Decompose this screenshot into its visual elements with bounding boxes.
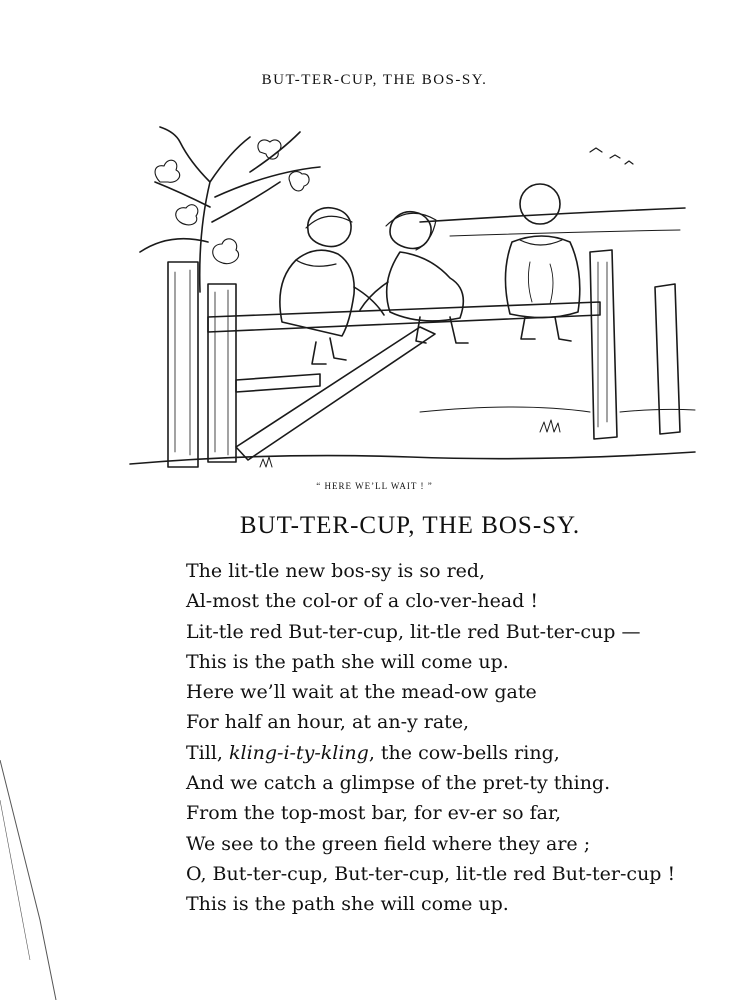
poem-line: Al-most the col-or of a clo-ver-head ! — [186, 590, 538, 613]
poem-line: The lit-tle new bos-sy is so red, — [186, 560, 486, 582]
illustration-caption: “ HERE WE’LL WAIT ! ” — [316, 481, 433, 491]
poem-line: For half an hour, at an-y rate, — [186, 711, 470, 734]
illustration-children-on-gate — [120, 112, 700, 482]
poem-line: From the top-most bar, for ev-er so far, — [186, 802, 561, 825]
running-head: BUT-TER-CUP, THE BOS-SY. — [261, 72, 488, 88]
page-edge-crease — [0, 760, 60, 1000]
poem-body — [186, 556, 675, 920]
poem-line: This is the path she will come up. — [186, 650, 509, 673]
poem-line: Lit-tle red But-ter-cup, lit-tle red But-ter-cup — — [186, 620, 641, 643]
poem-line: This is the path she will come up. — [186, 893, 509, 916]
poem-line: And we catch a glimpse of the pret-ty thing. — [186, 772, 611, 795]
poem-title: BUT-TER-CUP, THE BOS-SY. — [239, 512, 581, 539]
poem-line-text: Till, — [186, 741, 229, 764]
poem-line-text: , the cow-bells ring, — [368, 741, 560, 764]
poem-line-italic: kling-i-ty-kling — [228, 741, 369, 764]
poem-line: We see to the green field where they are ; — [186, 832, 591, 855]
poem-line: O, But-ter-cup, But-ter-cup, lit-tle red But-ter-cup ! — [186, 862, 676, 885]
poem-line — [186, 738, 675, 768]
poem-line: Here we’ll wait at the mead-ow gate — [186, 681, 537, 704]
